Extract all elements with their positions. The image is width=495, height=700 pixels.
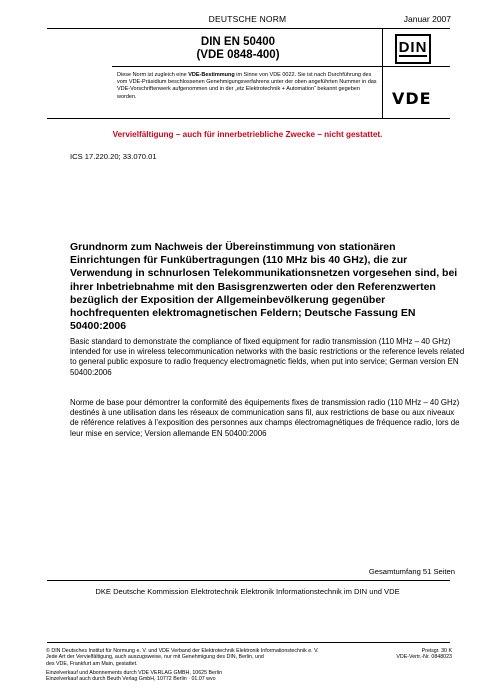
document-category: DEUTSCHE NORM (208, 14, 287, 24)
ics-code: ICS 17.220.20; 33.070.01 (70, 152, 157, 161)
vde-note-pre: Diese Norm ist zugleich eine (117, 72, 189, 78)
standard-number-block (183, 36, 293, 62)
vde-logo: VDE (392, 89, 432, 108)
title-english: Basic standard to demonstrate the compliance of fixed equipment for radio transmission (110 MHz – 40 GHz) intended for use in wireless telecommunication networks with the basic restrictions or the reference levels related to general public exposure to radio frequency electromagnetic fields, when put into service; German version EN 50400:2006 (70, 337, 465, 377)
footer-rule (47, 642, 450, 643)
vde-regulation-note (117, 72, 379, 101)
vde-note-post: im Sinne von VDE 0022. Sie ist nach Durchführung des vom VDE-Präsidium beschlossenen Genehmigungsverfahrens unter der oben angeführten Nummer in das VDE-Vorschriftenwerk aufgenommen und in der „etz Elektrotechnik + Automation“ bekannt gegeben worden. (117, 72, 377, 100)
top-rule (47, 28, 450, 29)
dke-top-rule (47, 580, 450, 581)
vde-order-number: VDE-Vertr.-Nr. 0848023 (396, 654, 452, 661)
reproduction-notice: Vervielfältigung – auch für innerbetriebliche Zwecke – nicht gestattet. (112, 130, 383, 139)
title-german: Grundnorm zum Nachweis der Übereinstimmung von stationären Einrichtungen für Funkübertragungen (110 MHz bis 40 GHz), die zur Verwendung in schnurlosen Telekommunikationsnetzen vorgesehen sind, bei ihrer Inbetriebnahme mit den Basisgrenzwerten oder den Referenzwerten bezüglich der Exposition der Allgemeinbevölkerung gegenüber hochfrequenten elektromagnetischen Feldern; Deutsche Fassung EN 50400:2006 (70, 241, 458, 333)
dke-commission: DKE Deutsche Kommission Elektrotechnik Elektronik Informationstechnik im DIN und VDE (95, 587, 400, 596)
distribution-info: Einzelverkauf und Abonnements durch VDE VERLAG GMBH, 10625 Berlin Einzelverkauf auch durch Beuth Verlag GmbH, 10772 Berlin · 01.07 wvo (46, 670, 223, 683)
standard-number: DIN EN 50400 (200, 36, 276, 48)
din-logo-text: DIN (398, 39, 428, 56)
total-pages: Gesamtumfang 51 Seiten (368, 567, 455, 576)
publication-date: Januar 2007 (403, 14, 451, 24)
price-group: Preisgr. 30 K (421, 648, 452, 654)
logo-column-divider (382, 28, 383, 118)
title-french: Norme de base pour démontrer la conformité des équipements fixes de transmission radio (110 MHz – 40 GHz) destinés à une utilisation dans les réseaux de communication sans fil, aux restrictions de base ou aux niveaux de référence relatives à l’exposition des personnes aux champs électromagnétiques de fréquence radio, lors de leur mise en service; Version allemande EN 50400:2006 (70, 398, 460, 438)
vde-note-bold: VDE-Bestimmung (188, 72, 235, 78)
header-bottom-rule (47, 118, 450, 119)
copyright-notice: © DIN Deutsches Institut für Normung e. V. und VDE Verband der Elektrotechnik Elektronik Informationstechnik e. V. Jede Art der Vervielfältigung, auch auszugsweise, nur mit Genehmigung des DIN, Berlin, und des VDE, Frankfurt am Main, gestattet. (46, 648, 319, 667)
price-info (396, 648, 452, 661)
vde-classification: (VDE 0848-400) (196, 49, 280, 61)
din-logo (395, 34, 431, 64)
header-divider (112, 66, 450, 67)
din-logo-bar (399, 55, 427, 57)
